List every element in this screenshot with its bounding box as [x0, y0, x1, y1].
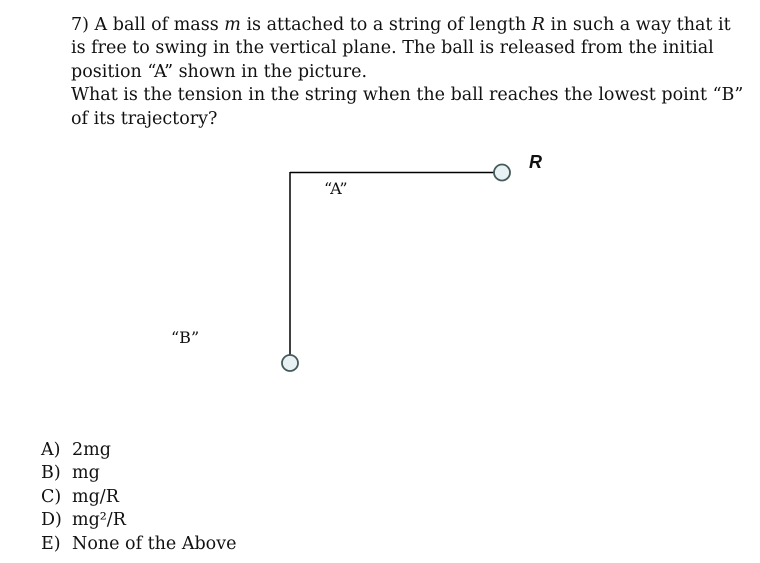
option-text: None of the Above: [72, 533, 237, 554]
mass-symbol: m: [224, 15, 241, 35]
option-text: mg: [72, 463, 100, 484]
label-radius-r: R: [529, 152, 542, 172]
question-text-part-2: is attached to a string of length: [240, 15, 532, 35]
option-letter: A): [41, 440, 61, 460]
option-letter: C): [41, 486, 62, 507]
option-text: mg²/R: [72, 510, 126, 531]
label-position-b: “B”: [171, 328, 200, 347]
option-c[interactable]: [41, 486, 236, 509]
option-text: mg/R: [72, 486, 119, 507]
question-paragraph-2: What is the tension in the string when the ball reaches the lowest point “B” of its trajectory?: [71, 85, 744, 129]
option-letter: E): [41, 533, 61, 554]
question-text-part-3: in such a way that it is free to swing in the vertical plane. The ball is released from the initial position “A” shown in the picture.: [71, 15, 731, 82]
ball-at-position-a: [494, 165, 510, 181]
option-a[interactable]: [41, 439, 236, 462]
option-letter: B): [41, 463, 61, 484]
option-text: 2mg: [72, 440, 111, 460]
label-position-a: “A”: [324, 179, 348, 198]
length-symbol: R: [531, 15, 545, 35]
answer-options: [41, 439, 236, 556]
option-letter: D): [41, 510, 62, 531]
question-number: 7): [71, 15, 89, 35]
question-text-part-1: A ball of mass: [94, 15, 225, 35]
ball-at-position-b: [282, 355, 298, 371]
option-d[interactable]: [41, 509, 236, 532]
option-e[interactable]: [41, 533, 236, 556]
option-b[interactable]: [41, 462, 236, 485]
